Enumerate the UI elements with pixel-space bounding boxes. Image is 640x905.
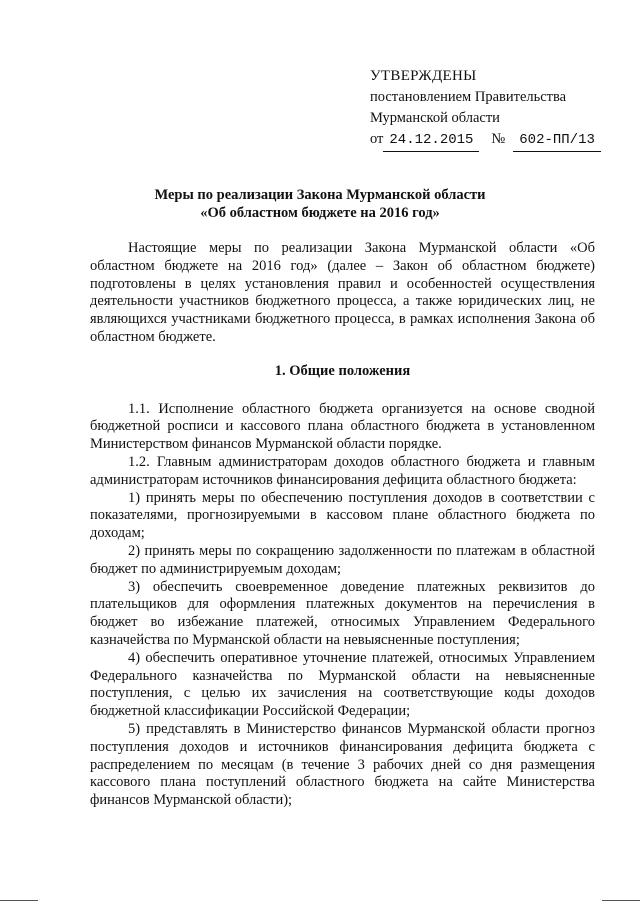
list-item-5: 5) представлять в Министерство финансов Мурманской области прогноз поступления доходов и источников финансирования дефицита бюджета с распределением по месяцам (в течение 3 рабочих дней со дня размещения кассового плана поступлений областного бюджета на сайте Министерства финансов Мурманской области);	[90, 720, 595, 809]
approval-line-1: постановлением Правительства	[370, 89, 567, 105]
title-line-1: Меры по реализации Закона Мурманской области	[154, 187, 486, 203]
intro-paragraph: Настоящие меры по реализации Закона Мурманской области «Об областном бюджете на 2016 год» (далее – Закон об областном бюджете) подготовлены в целях установления правил и особенностей осуществления деятельности участников бюджетного процесса, а также юридических лиц, не являющихся участниками бюджетного процесса, в рамках исполнения Закона об областном бюджете.	[90, 240, 595, 345]
approval-heading: УТВЕРЖДЕНЫ	[370, 68, 477, 84]
approval-number: 602-ПП/13	[513, 130, 601, 152]
number-label: №	[491, 131, 506, 147]
paragraph-1-2: 1.2. Главным администраторам доходов областного бюджета и главным администраторам источников финансирования дефицита областного бюджета:	[90, 453, 595, 488]
from-label: от	[370, 131, 384, 147]
section-heading: 1. Общие положения	[274, 362, 411, 379]
document-body	[90, 240, 595, 810]
list-item-2: 2) принять меры по сокращению задолженности по платежам в областной бюджет по администрируемым доходам;	[90, 542, 595, 577]
approval-line-2: Мурманской области	[370, 110, 500, 126]
list-item-4: 4) обеспечить оперативное уточнение платежей, относимых Управлением Федерального казначейства по Мурманской области на невыясненные поступления, с целью их зачисления на соответствующие коды доходов бюджетной классификации Российской Федерации;	[90, 649, 595, 720]
document-title	[90, 186, 550, 222]
footer-rule-left	[0, 900, 38, 901]
approval-date: 24.12.2015	[383, 130, 479, 152]
footer-rule-right	[602, 900, 640, 901]
list-item-3: 3) обеспечить своевременное доведение платежных реквизитов до плательщиков для оформления платежных документов на перечисления в бюджет во избежание платежей, относимых Управлением Федерального казначейства по Мурманской области на невыясненные поступления;	[90, 578, 595, 648]
title-line-2: «Об областном бюджете на 2016 год»	[200, 205, 440, 221]
list-item-1: 1) принять меры по обеспечению поступления доходов в соответствии с показателями, прогнозируемыми в кассовом плане областного бюджета по доходам;	[90, 489, 595, 542]
approval-stamp	[370, 66, 601, 152]
paragraph-1-1: 1.1. Исполнение областного бюджета организуется на основе сводной бюджетной росписи и кассового плана областного бюджета в установленном Министерством финансов Мурманской области порядке.	[90, 400, 595, 453]
approval-reference	[370, 129, 601, 152]
